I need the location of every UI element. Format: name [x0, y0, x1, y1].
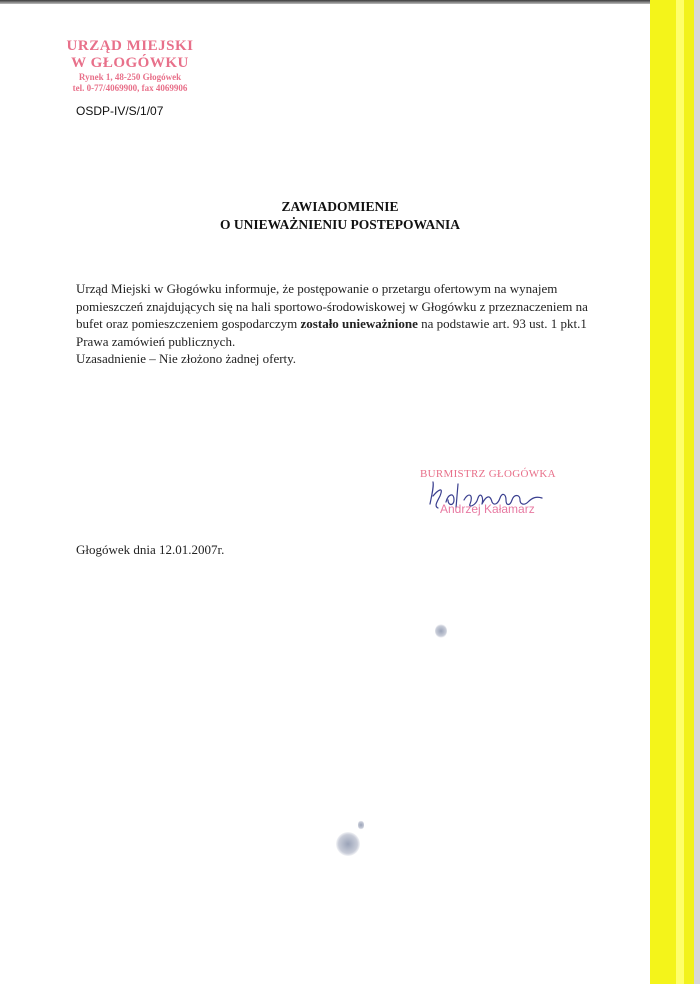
mayor-stamp-title: BURMISTRZ GŁOGÓWKA	[420, 468, 556, 480]
yellow-margin-band	[650, 0, 676, 984]
scan-edge	[694, 0, 700, 984]
yellow-margin-band	[684, 0, 694, 984]
title-line-2: O UNIEWAŻNIENIU POSTEPOWANIA	[219, 217, 461, 232]
title-line-1: ZAWIADOMIENIE	[281, 199, 399, 214]
mayor-name: Andrzej Kałamarz	[440, 502, 535, 516]
stamp-office-name: URZĄD MIEJSKI	[66, 38, 194, 54]
body-text-end: na podstawie art. 93 ust. 1 pkt.1 Prawa zamówień publicznych.	[76, 316, 587, 349]
place-and-date: Głogówek dnia 12.01.2007r.	[76, 542, 225, 557]
document-body	[76, 280, 616, 368]
body-bold-phrase: zostało unieważnione	[300, 316, 418, 331]
document-title	[150, 198, 530, 234]
yellow-margin-band	[676, 0, 684, 984]
scan-edge	[0, 0, 650, 4]
reference-number: OSDP-IV/S/1/07	[76, 104, 164, 118]
office-stamp	[50, 38, 210, 94]
stamp-office-town: W GŁOGÓWKU	[71, 55, 189, 71]
signature-block	[420, 468, 580, 524]
body-paragraph	[76, 280, 616, 350]
body-text-start: Urząd Miejski w Głogówku informuje, że postępowanie o przetargu ofertowym na wynajem pomieszczeń znajdujących się na hali sportowo-środowiskowej w Głogówku z przeznaczeniem na bufet oraz pomieszczeniem gospodarczym	[76, 281, 588, 331]
scan-smudge	[336, 832, 360, 856]
stamp-phone: tel. 0-77/4069900, fax 4069906	[72, 83, 188, 93]
scan-smudge	[358, 820, 364, 830]
scan-smudge	[435, 624, 447, 638]
stamp-address: Rynek 1, 48-250 Głogówek	[78, 72, 182, 82]
justification-line: Uzasadnienie – Nie złożono żadnej oferty.	[76, 351, 297, 366]
